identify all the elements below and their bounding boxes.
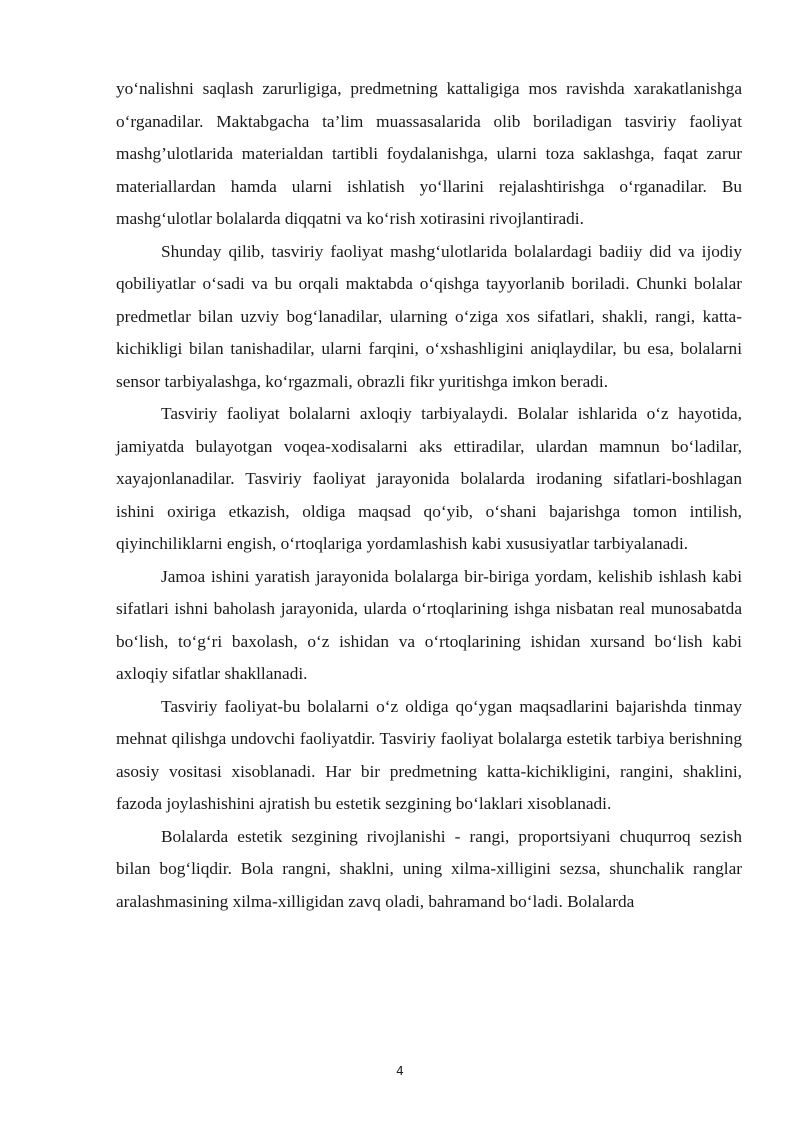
- paragraph-6: Bolalarda estetik sezgining rivojlanishi - rangi, proportsiyani chuqurroq sezish bilan bog‘liqdir. Bola rangni, shaklni, uning xilma-xilligini sezsa, shunchalik ranglar aralashmasining xilma-xilligidan zavq oladi, bahramand bo‘ladi. Bolalarda: [116, 826, 742, 911]
- paragraph-2: Shunday qilib, tasviriy faoliyat mashg‘ulotlarida bolalardagi badiiy did va ijodiy qobiliyatlar o‘sadi va bu orqali maktabda o‘qishga tayyorlanib boriladi. Chunki bolalar predmetlar bilan uzviy bog‘lanadilar, ularning o‘ziga xos sifatlari, shakli, rangi, katta-kichikligi bilan tanishadilar, ularni farqini, o‘xshashligini aniqlaydilar, bu esa, bolalarni sensor tarbiyalashga, ko‘rgazmali, obrazli fikr yuritishga imkon beradi.: [116, 241, 742, 391]
- document-body: [116, 73, 742, 918]
- paragraph-4: Jamoa ishini yaratish jarayonida bolalarga bir-biriga yordam, kelishib ishlash kabi sifatlari ishni baholash jarayonida, ularda o‘rtoqlarining ishga nisbatan real munosabatda bo‘lish, to‘g‘ri baxolash, o‘z ishidan va o‘rtoqlarining ishidan xursand bo‘lish kabi axloqiy sifatlar shakllanadi.: [116, 566, 742, 683]
- page-number: 4: [396, 1064, 404, 1078]
- paragraph-3: Tasviriy faoliyat bolalarni axloqiy tarbiyalaydi. Bolalar ishlarida o‘z hayotida, jamiyatda bulayotgan voqea-xodisalarni aks ettiradilar, ulardan mamnun bo‘ladilar, xayajonlanadilar. Tasviriy faoliyat jarayonida bolalarda irodaning sifatlari-boshlagan ishini oxiriga etkazish, oldiga maqsad qo‘yib, o‘shani bajarishga tomon intilish, qiyinchiliklarni engish, o‘rtoqlariga yordamlashish kabi xususiyatlar tarbiyalanadi.: [116, 404, 742, 553]
- paragraph-1: yo‘nalishni saqlash zarurligiga, predmetning kattaligiga mos ravishda xarakatlanishga o‘rganadilar. Maktabgacha ta’lim muassasalarida olib boriladigan tasviriy faoliyat mashg’ulotlarida materialdan tartibli foydalanishga, ularni toza saklashga, faqat zarur materiallardan hamda ularni ishlatish yo‘llarini rejalashtirishga o‘rganadilar. Bu mashg‘ulotlar bolalarda diqqatni va ko‘rish xotirasini rivojlantiradi.: [116, 79, 742, 228]
- paragraph-5: Tasviriy faoliyat-bu bolalarni o‘z oldiga qo‘ygan maqsadlarini bajarishda tinmay mehnat qilishga undovchi faoliyatdir. Tasviriy faoliyat bolalarga estetik tarbiya berishning asosiy vositasi xisoblanadi. Har bir predmetning katta-kichikligini, rangini, shaklini, fazoda joylashishini ajratish bu estetik sezgining bo‘laklari xisoblanadi.: [116, 696, 742, 813]
